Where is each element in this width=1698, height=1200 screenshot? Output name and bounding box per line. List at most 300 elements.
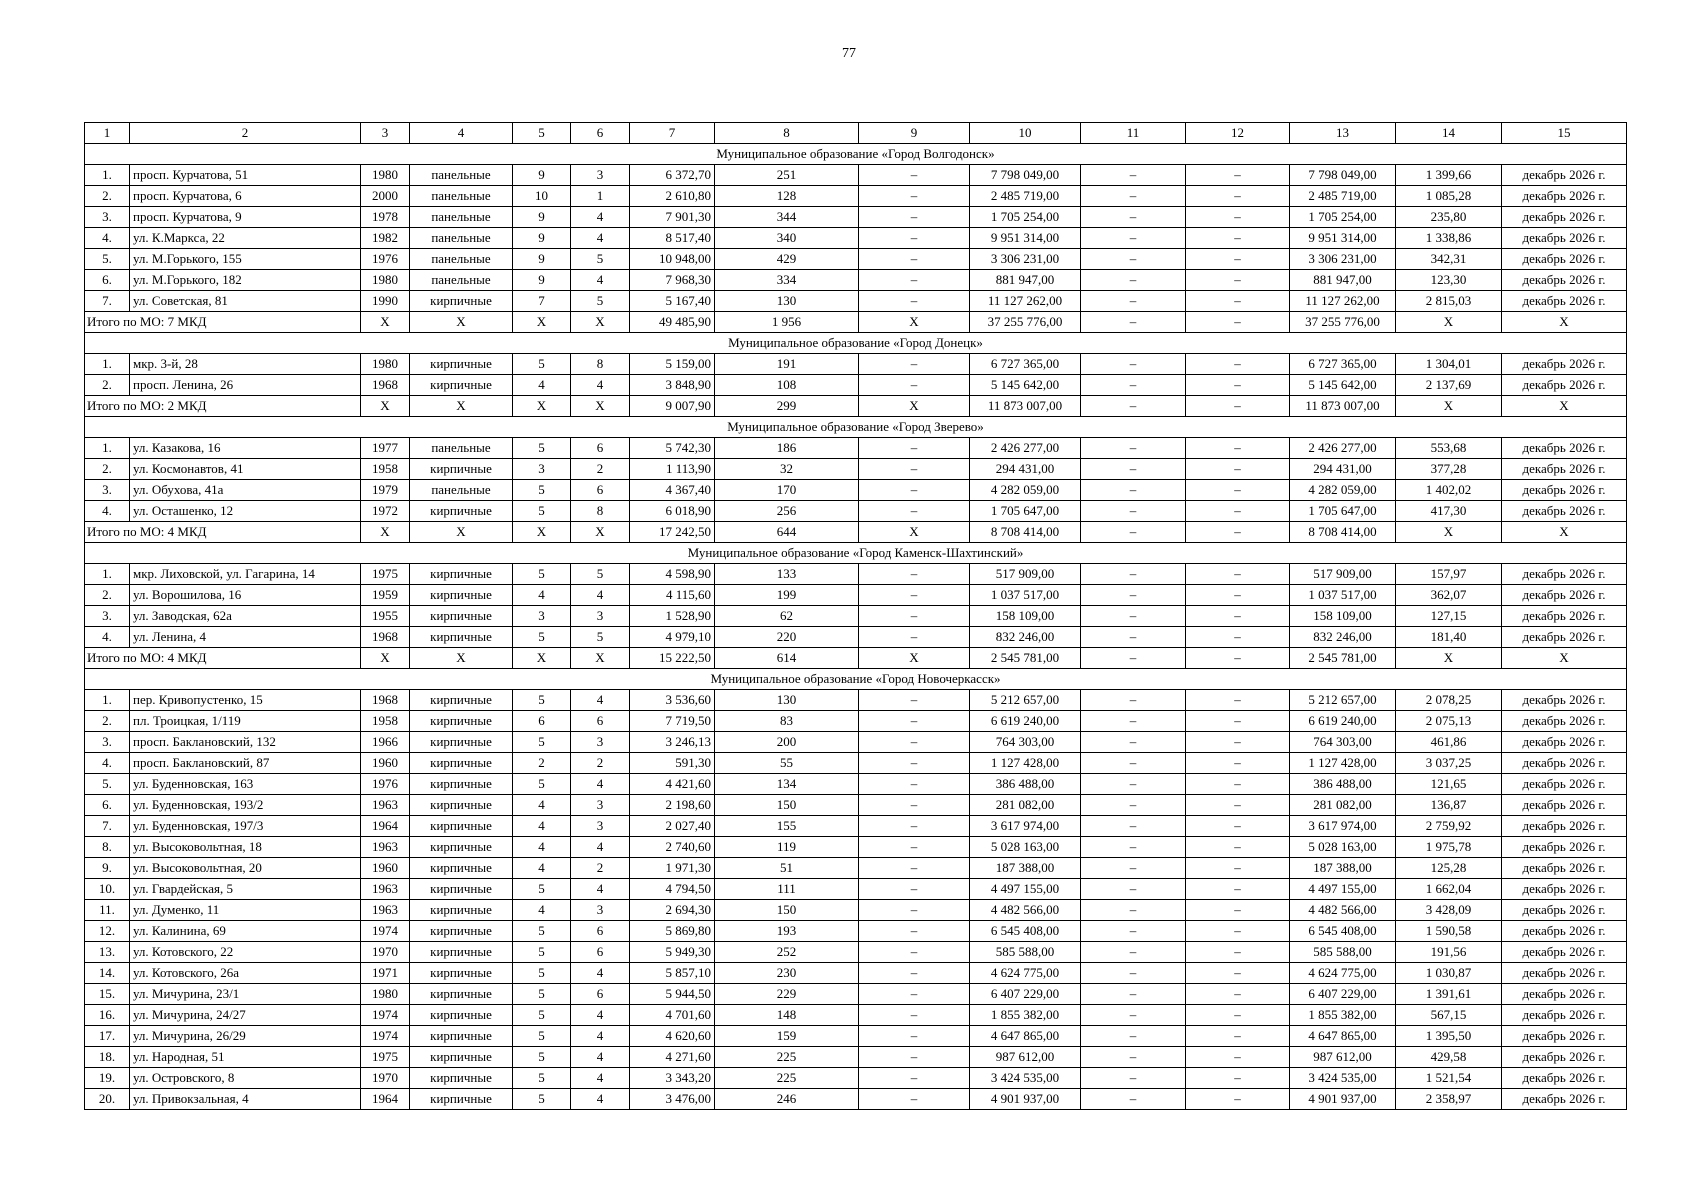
table-cell: мкр. Лиховской, ул. Гагарина, 14 [130, 564, 361, 585]
table-cell: 4 [571, 1005, 630, 1026]
table-cell: 2 075,13 [1396, 711, 1502, 732]
table-cell: ул. Думенко, 11 [130, 900, 361, 921]
table-cell: 4 [513, 585, 571, 606]
table-cell: – [1186, 291, 1290, 312]
table-cell: – [1081, 564, 1186, 585]
table-cell: – [1186, 606, 1290, 627]
table-cell: 17. [85, 1026, 130, 1047]
table-cell: ул. Ленина, 4 [130, 627, 361, 648]
table-cell: 1980 [361, 270, 410, 291]
table-cell: 4 497 155,00 [1290, 879, 1396, 900]
table-cell: 150 [715, 900, 859, 921]
table-row [85, 228, 1627, 249]
table-cell: 4 [571, 1089, 630, 1110]
table-cell: 4 [571, 375, 630, 396]
table-cell: – [1081, 291, 1186, 312]
table-cell: – [859, 900, 970, 921]
table-cell: 3 476,00 [630, 1089, 715, 1110]
table-cell: 4 [571, 270, 630, 291]
total-cell: 9 007,90 [630, 396, 715, 417]
table-cell: 8 [571, 501, 630, 522]
table-cell: декабрь 2026 г. [1502, 459, 1627, 480]
table-cell: 3 [513, 606, 571, 627]
column-number-cell: 12 [1186, 123, 1290, 144]
table-cell: 108 [715, 375, 859, 396]
table-cell: 4 624 775,00 [1290, 963, 1396, 984]
table-cell: 3 424 535,00 [1290, 1068, 1396, 1089]
table-cell: 1. [85, 354, 130, 375]
table-cell: 4 901 937,00 [1290, 1089, 1396, 1110]
table-cell: кирпичные [410, 501, 513, 522]
table-cell: 7 798 049,00 [970, 165, 1081, 186]
table-cell: 4 [571, 837, 630, 858]
table-cell: 1978 [361, 207, 410, 228]
table-cell: – [1186, 1026, 1290, 1047]
table-cell: 764 303,00 [970, 732, 1081, 753]
table-row [85, 837, 1627, 858]
table-cell: 12. [85, 921, 130, 942]
table-cell: 429,58 [1396, 1047, 1502, 1068]
total-cell: 644 [715, 522, 859, 543]
table-cell: 1963 [361, 879, 410, 900]
table-cell: 157,97 [1396, 564, 1502, 585]
table-cell: 6 545 408,00 [1290, 921, 1396, 942]
table-cell: 5 [571, 249, 630, 270]
table-cell: – [1081, 1026, 1186, 1047]
table-cell: пл. Троицкая, 1/119 [130, 711, 361, 732]
table-cell: 2. [85, 459, 130, 480]
table-cell: – [1186, 501, 1290, 522]
total-cell: X [859, 648, 970, 669]
table-cell: 5. [85, 774, 130, 795]
table-cell: 13. [85, 942, 130, 963]
table-cell: – [859, 984, 970, 1005]
table-cell: 5 949,30 [630, 942, 715, 963]
table-cell: 4 497 155,00 [970, 879, 1081, 900]
table-cell: декабрь 2026 г. [1502, 732, 1627, 753]
table-row [85, 270, 1627, 291]
table-cell: 1 402,02 [1396, 480, 1502, 501]
table-cell: – [859, 879, 970, 900]
table-cell: кирпичные [410, 942, 513, 963]
table-cell: панельные [410, 249, 513, 270]
table-cell: 181,40 [1396, 627, 1502, 648]
total-row [85, 522, 1627, 543]
section-title-row [85, 543, 1627, 564]
table-cell: – [1081, 1089, 1186, 1110]
table-cell: 134 [715, 774, 859, 795]
total-cell: X [513, 312, 571, 333]
table-cell: 7. [85, 291, 130, 312]
table-cell: 1968 [361, 690, 410, 711]
table-cell: 281 082,00 [970, 795, 1081, 816]
table-cell: кирпичные [410, 858, 513, 879]
table-cell: 281 082,00 [1290, 795, 1396, 816]
table-cell: 4 794,50 [630, 879, 715, 900]
table-cell: 18. [85, 1047, 130, 1068]
table-cell: – [1081, 585, 1186, 606]
table-cell: ул. Космонавтов, 41 [130, 459, 361, 480]
table-cell: 1964 [361, 1089, 410, 1110]
table-row [85, 900, 1627, 921]
table-cell: 4 482 566,00 [1290, 900, 1396, 921]
table-cell: просп. Ленина, 26 [130, 375, 361, 396]
table-cell: – [1081, 879, 1186, 900]
total-cell: X [859, 522, 970, 543]
table-cell: декабрь 2026 г. [1502, 1089, 1627, 1110]
table-cell: 1963 [361, 837, 410, 858]
table-cell: 128 [715, 186, 859, 207]
table-row [85, 627, 1627, 648]
table-cell: 4 367,40 [630, 480, 715, 501]
table-cell: 7 901,30 [630, 207, 715, 228]
table-cell: 51 [715, 858, 859, 879]
table-cell: 1955 [361, 606, 410, 627]
table-cell: 362,07 [1396, 585, 1502, 606]
table-row [85, 501, 1627, 522]
table-cell: – [1081, 354, 1186, 375]
table-cell: 5 [513, 501, 571, 522]
table-cell: кирпичные [410, 963, 513, 984]
table-cell: 19. [85, 1068, 130, 1089]
table-cell: 1 705 254,00 [970, 207, 1081, 228]
table-cell: 2. [85, 585, 130, 606]
table-cell: 517 909,00 [1290, 564, 1396, 585]
table-cell: 4 620,60 [630, 1026, 715, 1047]
table-row [85, 165, 1627, 186]
table-cell: 4. [85, 501, 130, 522]
total-cell: X [1396, 312, 1502, 333]
table-row [85, 1026, 1627, 1047]
table-cell: 3 037,25 [1396, 753, 1502, 774]
total-cell: 11 873 007,00 [1290, 396, 1396, 417]
table-row [85, 774, 1627, 795]
table-cell: 1960 [361, 858, 410, 879]
table-cell: 294 431,00 [1290, 459, 1396, 480]
table-cell: декабрь 2026 г. [1502, 501, 1627, 522]
table-cell: – [1081, 480, 1186, 501]
table-cell: 5 145 642,00 [970, 375, 1081, 396]
total-cell: 17 242,50 [630, 522, 715, 543]
table-cell: декабрь 2026 г. [1502, 291, 1627, 312]
table-cell: 251 [715, 165, 859, 186]
table-cell: 5 [571, 564, 630, 585]
table-cell: 6 [571, 921, 630, 942]
table-cell: 6 727 365,00 [970, 354, 1081, 375]
table-row [85, 606, 1627, 627]
table-cell: панельные [410, 438, 513, 459]
table-cell: – [859, 585, 970, 606]
total-cell: X [410, 312, 513, 333]
table-cell: 252 [715, 942, 859, 963]
total-cell: X [571, 312, 630, 333]
table-cell: 6 [571, 984, 630, 1005]
table-cell: 3. [85, 480, 130, 501]
table-cell: 6 619 240,00 [970, 711, 1081, 732]
table-cell: кирпичные [410, 375, 513, 396]
table-cell: 1974 [361, 1005, 410, 1026]
table-cell: – [1186, 207, 1290, 228]
table-cell: панельные [410, 165, 513, 186]
table-cell: 1970 [361, 1068, 410, 1089]
table-cell: декабрь 2026 г. [1502, 1047, 1627, 1068]
table-cell: пер. Кривопустенко, 15 [130, 690, 361, 711]
table-cell: 2. [85, 711, 130, 732]
table-cell: 5 [571, 627, 630, 648]
table-cell: кирпичные [410, 690, 513, 711]
table-cell: – [1186, 963, 1290, 984]
table-cell: ул. Буденновская, 197/3 [130, 816, 361, 837]
table-cell: 4 [571, 207, 630, 228]
table-cell: 4 624 775,00 [970, 963, 1081, 984]
table-cell: ул. Калинина, 69 [130, 921, 361, 942]
table-cell: 11. [85, 900, 130, 921]
table-cell: 6 372,70 [630, 165, 715, 186]
table-cell: 5 [513, 438, 571, 459]
table-row [85, 963, 1627, 984]
table-cell: 5. [85, 249, 130, 270]
table-cell: 9 [513, 249, 571, 270]
table-cell: 1990 [361, 291, 410, 312]
table-cell: 4 [571, 1047, 630, 1068]
table-cell: 585 588,00 [970, 942, 1081, 963]
table-cell: 5 [513, 942, 571, 963]
total-label: Итого по МО: 4 МКД [85, 648, 361, 669]
table-cell: – [1081, 249, 1186, 270]
table-cell: кирпичные [410, 753, 513, 774]
table-cell: просп. Курчатова, 6 [130, 186, 361, 207]
table-cell: – [859, 606, 970, 627]
table-cell: – [859, 753, 970, 774]
table-cell: – [1186, 228, 1290, 249]
table-cell: панельные [410, 480, 513, 501]
table-cell: 125,28 [1396, 858, 1502, 879]
total-cell: 299 [715, 396, 859, 417]
table-cell: 3 617 974,00 [1290, 816, 1396, 837]
table-row [85, 984, 1627, 1005]
table-cell: 1 971,30 [630, 858, 715, 879]
table-cell: – [1081, 228, 1186, 249]
table-cell: – [1186, 564, 1290, 585]
page-number: 77 [842, 46, 856, 61]
table-cell: 1963 [361, 900, 410, 921]
table-row [85, 186, 1627, 207]
table-cell: – [1186, 900, 1290, 921]
table-cell: декабрь 2026 г. [1502, 816, 1627, 837]
column-number-cell: 4 [410, 123, 513, 144]
table-cell: декабрь 2026 г. [1502, 375, 1627, 396]
total-cell: X [1396, 522, 1502, 543]
table-cell: – [1186, 480, 1290, 501]
total-cell: X [1502, 522, 1627, 543]
table-cell: 1959 [361, 585, 410, 606]
table-cell: 5 [513, 690, 571, 711]
table-cell: кирпичные [410, 459, 513, 480]
table-cell: 1970 [361, 942, 410, 963]
table-cell: ул. Обухова, 41а [130, 480, 361, 501]
table-cell: 3 [571, 732, 630, 753]
table-row [85, 879, 1627, 900]
table-cell: – [1186, 921, 1290, 942]
table-cell: 2 [513, 753, 571, 774]
table-row [85, 690, 1627, 711]
table-cell: – [859, 207, 970, 228]
table-cell: 8. [85, 837, 130, 858]
table-cell: декабрь 2026 г. [1502, 354, 1627, 375]
table-cell: 591,30 [630, 753, 715, 774]
table-cell: кирпичные [410, 1047, 513, 1068]
table-cell: панельные [410, 228, 513, 249]
table-row [85, 1005, 1627, 1026]
table-row [85, 942, 1627, 963]
table-cell: – [859, 732, 970, 753]
table-cell: 4 [513, 795, 571, 816]
table-cell: декабрь 2026 г. [1502, 690, 1627, 711]
section-title-row [85, 144, 1627, 165]
table-cell: 4 [571, 963, 630, 984]
table-cell: 1 113,90 [630, 459, 715, 480]
table-row [85, 858, 1627, 879]
table-cell: 220 [715, 627, 859, 648]
table-cell: ул. Заводская, 62а [130, 606, 361, 627]
table-cell: 6 727 365,00 [1290, 354, 1396, 375]
table-cell: декабрь 2026 г. [1502, 480, 1627, 501]
table-cell: – [1081, 207, 1186, 228]
table-cell: ул. Буденновская, 193/2 [130, 795, 361, 816]
total-row [85, 648, 1627, 669]
table-cell: кирпичные [410, 774, 513, 795]
table-cell: – [1081, 438, 1186, 459]
column-number-cell: 9 [859, 123, 970, 144]
table-row [85, 438, 1627, 459]
table-cell: 5 [513, 921, 571, 942]
total-cell: – [1081, 522, 1186, 543]
table-cell: 10 [513, 186, 571, 207]
table-cell: 2 815,03 [1396, 291, 1502, 312]
table-cell: 553,68 [1396, 438, 1502, 459]
table-cell: – [1081, 690, 1186, 711]
table-cell: – [1186, 438, 1290, 459]
total-label: Итого по МО: 4 МКД [85, 522, 361, 543]
table-cell: 2 485 719,00 [970, 186, 1081, 207]
table-cell: 1963 [361, 795, 410, 816]
table-cell: просп. Баклановский, 132 [130, 732, 361, 753]
table-cell: 7. [85, 816, 130, 837]
table-cell: 5 028 163,00 [1290, 837, 1396, 858]
total-cell: X [513, 522, 571, 543]
table-cell: 567,15 [1396, 1005, 1502, 1026]
table-cell: 1 127 428,00 [970, 753, 1081, 774]
table-row [85, 375, 1627, 396]
column-number-cell: 7 [630, 123, 715, 144]
table-cell: 1 590,58 [1396, 921, 1502, 942]
total-cell: X [513, 396, 571, 417]
column-number-cell: 10 [970, 123, 1081, 144]
total-cell: X [571, 522, 630, 543]
total-cell: X [361, 522, 410, 543]
table-cell: – [859, 375, 970, 396]
table-cell: 881 947,00 [1290, 270, 1396, 291]
table-cell: 6 [571, 942, 630, 963]
table-cell: 200 [715, 732, 859, 753]
table-cell: – [859, 1005, 970, 1026]
table-cell: кирпичные [410, 1068, 513, 1089]
total-cell: X [859, 312, 970, 333]
table-cell: просп. Баклановский, 87 [130, 753, 361, 774]
table-cell: кирпичные [410, 1026, 513, 1047]
table-cell: 1975 [361, 564, 410, 585]
table-cell: 4 [571, 879, 630, 900]
table-cell: – [1081, 1068, 1186, 1089]
table-cell: 2000 [361, 186, 410, 207]
table-cell: 4 [571, 690, 630, 711]
table-cell: ул. Мичурина, 26/29 [130, 1026, 361, 1047]
table-cell: 16. [85, 1005, 130, 1026]
table-cell: 32 [715, 459, 859, 480]
municipality-title: Муниципальное образование «Город Новочеркасск» [85, 669, 1627, 690]
table-cell: 1 975,78 [1396, 837, 1502, 858]
table-cell: – [1186, 627, 1290, 648]
column-number-row [85, 123, 1627, 144]
table-cell: 5 [513, 1047, 571, 1068]
table-cell: – [1186, 375, 1290, 396]
table-cell: ул. Высоковольтная, 20 [130, 858, 361, 879]
table-cell: 187 388,00 [970, 858, 1081, 879]
table-cell: ул. М.Горького, 182 [130, 270, 361, 291]
table-cell: 130 [715, 291, 859, 312]
table-cell: ул. Казакова, 16 [130, 438, 361, 459]
table-cell: 193 [715, 921, 859, 942]
table-cell: 9 [513, 165, 571, 186]
table-cell: 2 694,30 [630, 900, 715, 921]
table-cell: декабрь 2026 г. [1502, 207, 1627, 228]
table-cell: 342,31 [1396, 249, 1502, 270]
table-cell: 4 647 865,00 [1290, 1026, 1396, 1047]
table-cell: – [859, 270, 970, 291]
table-cell: 148 [715, 1005, 859, 1026]
table-cell: 55 [715, 753, 859, 774]
table-cell: 3 [571, 606, 630, 627]
table-cell: – [1081, 1005, 1186, 1026]
table-cell: 4 901 937,00 [970, 1089, 1081, 1110]
table-cell: 6 [513, 711, 571, 732]
table-cell: – [1081, 942, 1186, 963]
table-cell: – [859, 627, 970, 648]
table-cell: ул. Ворошилова, 16 [130, 585, 361, 606]
table-cell: 159 [715, 1026, 859, 1047]
table-cell: – [1186, 186, 1290, 207]
table-cell: 4 421,60 [630, 774, 715, 795]
total-row [85, 312, 1627, 333]
total-cell: 15 222,50 [630, 648, 715, 669]
table-cell: кирпичные [410, 795, 513, 816]
table-cell: 62 [715, 606, 859, 627]
table-cell: 170 [715, 480, 859, 501]
table-cell: 5 [513, 480, 571, 501]
table-row [85, 459, 1627, 480]
table-cell: 5 145 642,00 [1290, 375, 1396, 396]
table-cell: – [1081, 375, 1186, 396]
table-cell: 9 951 314,00 [970, 228, 1081, 249]
total-cell: – [1081, 396, 1186, 417]
table-cell: ул. Мичурина, 23/1 [130, 984, 361, 1005]
municipality-title: Муниципальное образование «Город Донецк» [85, 333, 1627, 354]
table-cell: декабрь 2026 г. [1502, 438, 1627, 459]
table-cell: – [1186, 1068, 1290, 1089]
table-cell: декабрь 2026 г. [1502, 921, 1627, 942]
table-cell: декабрь 2026 г. [1502, 228, 1627, 249]
table-cell: 6 [571, 480, 630, 501]
